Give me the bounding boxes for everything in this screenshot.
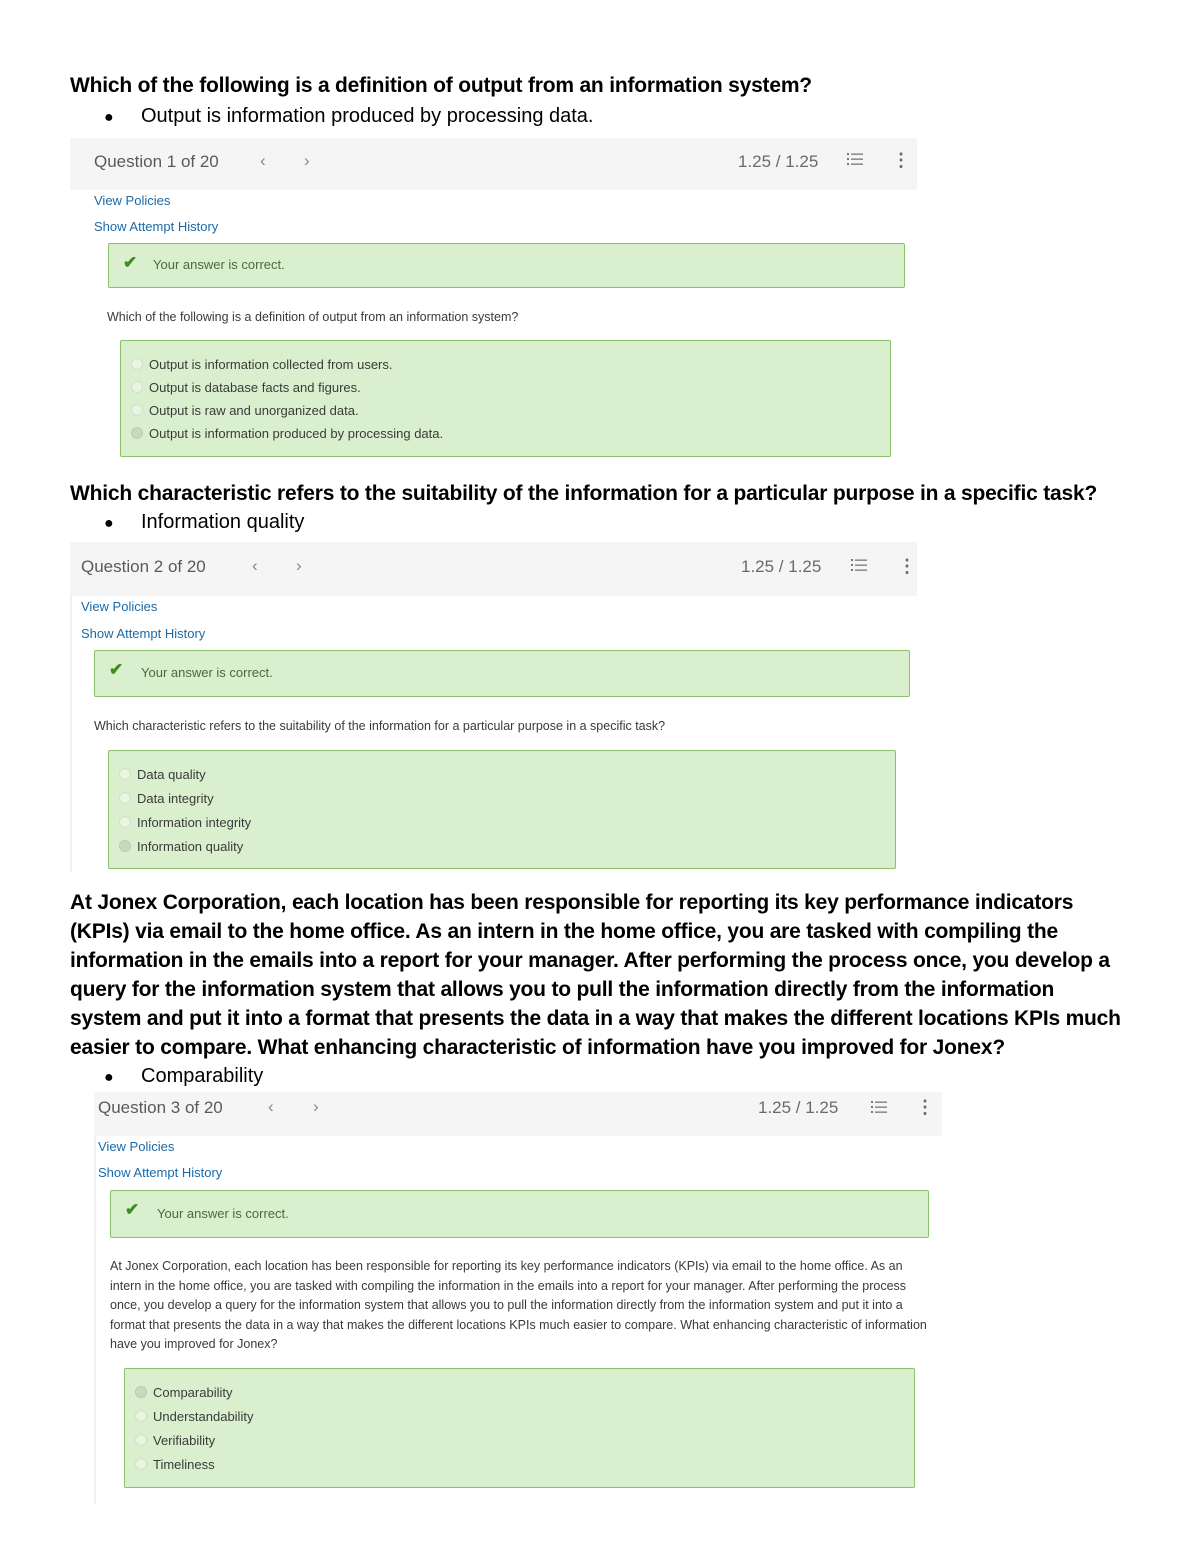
question-list-icon[interactable]	[850, 556, 868, 574]
radio-icon[interactable]	[135, 1458, 147, 1470]
q2-option[interactable]	[119, 791, 214, 806]
q1-option-label: Output is raw and unorganized data.	[149, 403, 359, 418]
left-rule	[94, 1092, 96, 1504]
checkmark-icon: ✔	[109, 660, 124, 679]
q3-option[interactable]	[135, 1385, 232, 1400]
q1-heading: Which of the following is a definition of output from an information system?	[70, 74, 812, 97]
q1-option-label: Output is database facts and figures.	[149, 380, 361, 395]
chevron-left-icon[interactable]: ‹	[268, 1097, 274, 1116]
more-options-icon[interactable]: ⋮	[892, 150, 910, 170]
q2-option-label: Information integrity	[137, 815, 252, 830]
q3-feedback-banner	[110, 1190, 929, 1238]
q1-answer	[104, 103, 593, 131]
bullet-icon: ●	[104, 515, 114, 532]
q2-option[interactable]	[119, 815, 251, 830]
q2-answer	[104, 509, 304, 537]
q2-option[interactable]	[119, 767, 206, 782]
q1-option[interactable]	[131, 380, 361, 395]
radio-selected-icon[interactable]	[131, 427, 143, 439]
radio-icon[interactable]	[119, 816, 131, 828]
q2-option-label: Information quality	[137, 839, 244, 854]
q3-heading: At Jonex Corporation, each location has been responsible for reporting its key performance indicators (KPIs) via email to the home office. As an intern in the home office, you are tasked with compiling the information in the emails into a report for your manager. After performing the process once, you develop a query for the information system that allows you to pull the information directly from the information system and put it into a format that presents the data in a way that makes the different locations KPIs much easier to compare. What enhancing characteristic of information have you improved for Jonex?	[70, 891, 1121, 1059]
q3-option-label: Comparability	[153, 1385, 233, 1400]
q2-feedback-banner	[94, 650, 910, 697]
q1-feedback-banner	[108, 243, 905, 288]
checkmark-icon: ✔	[125, 1200, 140, 1219]
chevron-left-icon[interactable]: ‹	[260, 151, 266, 170]
more-options-icon[interactable]: ⋮	[916, 1097, 934, 1117]
q3-option-label: Understandability	[153, 1409, 254, 1424]
q1-question-bar	[70, 138, 917, 190]
q1-option-label: Output is information produced by processing data.	[149, 426, 444, 441]
q1-view-policies-link[interactable]: View Policies	[94, 193, 171, 208]
q1-option[interactable]	[131, 403, 359, 418]
q1-score: 1.25 / 1.25	[738, 152, 819, 171]
q1-feedback-text: Your answer is correct.	[153, 257, 285, 272]
q2-prompt: Which characteristic refers to the suitability of the information for a particular purpose in a specific task?	[94, 719, 666, 733]
q2-score: 1.25 / 1.25	[741, 557, 822, 576]
q3-options	[124, 1368, 915, 1488]
radio-icon[interactable]	[131, 404, 143, 416]
q1-show-history-link[interactable]: Show Attempt History	[94, 219, 219, 234]
q3-prompt: At Jonex Corporation, each location has been responsible for reporting its key performance indicators (KPIs) via email to the home office. As an intern in the home office, you are tasked with compiling the information in the emails into a report for your manager. After performing the process once, you develop a query for the information system that allows you to pull the information directly from the information system and put it into a format that presents the data in a way that makes the different locations KPIs much easier to compare. What enhancing characteristic of information have you improved for Jonex?	[110, 1259, 927, 1351]
chevron-right-icon[interactable]: ›	[296, 556, 302, 575]
q1-screenshot	[70, 138, 920, 460]
chevron-left-icon[interactable]: ‹	[252, 556, 258, 575]
q3-question-label: Question 3 of 20	[98, 1098, 223, 1117]
q3-option[interactable]	[135, 1433, 215, 1448]
q2-option-label: Data integrity	[137, 791, 214, 806]
q3-option-label: Verifiability	[153, 1433, 216, 1448]
q2-question-label: Question 2 of 20	[81, 557, 206, 576]
q1-option[interactable]	[131, 357, 393, 372]
chevron-right-icon[interactable]: ›	[304, 151, 310, 170]
chevron-right-icon[interactable]: ›	[313, 1097, 319, 1116]
q3-show-history-link[interactable]: Show Attempt History	[98, 1165, 223, 1180]
q1-options	[120, 340, 891, 457]
q3-feedback-text: Your answer is correct.	[157, 1206, 289, 1221]
q3-question-bar	[94, 1092, 942, 1136]
question-list-icon[interactable]	[846, 150, 864, 168]
q1-prompt: Which of the following is a definition of output from an information system?	[107, 310, 519, 324]
q1-question-label: Question 1 of 20	[94, 152, 219, 171]
q3-option[interactable]	[135, 1409, 253, 1424]
radio-icon[interactable]	[131, 358, 143, 370]
q1-answer-text: Output is information produced by processing data.	[141, 105, 594, 127]
q3-screenshot	[94, 1092, 944, 1504]
radio-selected-icon[interactable]	[135, 1386, 147, 1398]
radio-icon[interactable]	[135, 1410, 147, 1422]
q2-option[interactable]	[119, 839, 243, 854]
radio-icon[interactable]	[119, 768, 131, 780]
q2-show-history-link[interactable]: Show Attempt History	[81, 626, 206, 641]
q1-option-label: Output is information collected from users.	[149, 357, 393, 372]
q2-answer-text: Information quality	[141, 511, 305, 533]
q3-answer-text: Comparability	[141, 1065, 264, 1087]
q3-option-label: Timeliness	[153, 1457, 215, 1472]
bullet-icon: ●	[104, 1069, 114, 1086]
q2-view-policies-link[interactable]: View Policies	[81, 599, 158, 614]
radio-icon[interactable]	[131, 381, 143, 393]
radio-icon[interactable]	[119, 792, 131, 804]
q3-view-policies-link[interactable]: View Policies	[98, 1139, 175, 1154]
q2-feedback-text: Your answer is correct.	[141, 665, 273, 680]
q3-option[interactable]	[135, 1457, 215, 1472]
radio-icon[interactable]	[135, 1434, 147, 1446]
q2-screenshot	[70, 542, 920, 872]
question-list-icon[interactable]	[870, 1098, 888, 1116]
q1-option[interactable]	[131, 426, 443, 441]
bullet-icon: ●	[104, 109, 114, 126]
radio-selected-icon[interactable]	[119, 840, 131, 852]
q3-answer	[104, 1063, 263, 1091]
checkmark-icon: ✔	[123, 253, 138, 272]
q2-heading: Which characteristic refers to the suitability of the information for a particular purpose in a specific task?	[70, 482, 1098, 505]
q2-option-label: Data quality	[137, 767, 206, 782]
q2-question-bar	[70, 542, 917, 596]
more-options-icon[interactable]: ⋮	[898, 556, 916, 576]
q2-options	[108, 750, 896, 869]
q3-score: 1.25 / 1.25	[758, 1098, 839, 1117]
